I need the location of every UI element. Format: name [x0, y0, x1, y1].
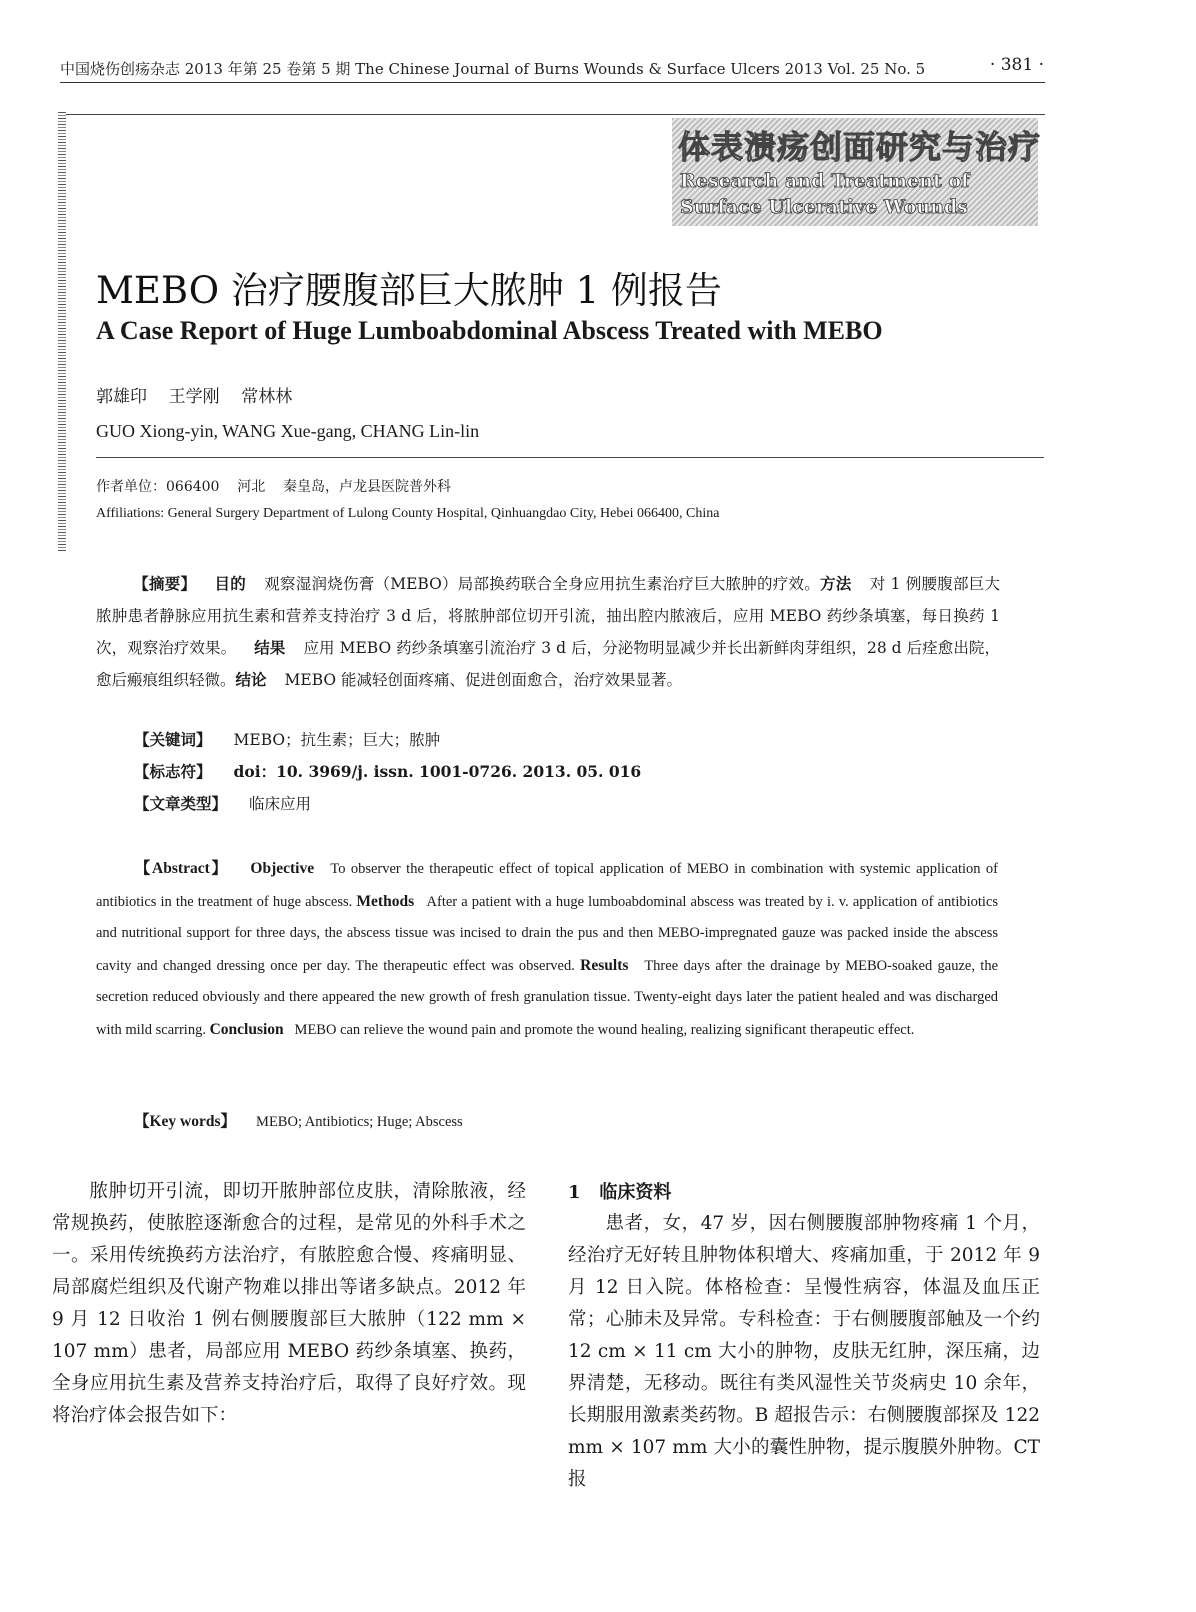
results-label-en: Results — [580, 956, 629, 974]
header-rule — [60, 82, 1045, 83]
results-text-en: Three days after the drainage by MEBO-soaked gauze, the secretion reduced obviously and there appeared the new growth of fresh granulation tissue. Twenty-eight days later the patient healed and was discharged with mild scarring. — [96, 957, 999, 1038]
results-text-cn: 应用 MEBO 药纱条填塞引流治疗 3 d 后，分泌物明显减少并长出新鲜肉芽组织，28 d 后痊愈出院，愈后瘢痕组织轻微。 — [96, 639, 1000, 689]
affiliation-cn: 作者单位：066400 河北 秦皇岛，卢龙县医院普外科 — [96, 479, 452, 495]
article-type-value: 临床应用 — [249, 795, 312, 813]
abstract-en — [96, 853, 998, 1046]
conclusion-label-cn: 结论 — [235, 670, 267, 689]
keywords-cn-label: 【关键词】 — [134, 730, 212, 749]
keywords-en-label: 【Key words】 — [134, 1113, 237, 1130]
results-label-cn: 结果 — [254, 638, 286, 657]
objective-label-cn: 目的 — [214, 574, 246, 593]
running-header: 中国烧伤创疡杂志 2013 年第 25 卷第 5 期 The Chinese Journal of Burns Wounds & Surface Ulcers 2013 Vol. 25 No. 5 — [60, 60, 926, 78]
abstract-en-label: 【Abstract】 — [133, 860, 229, 877]
page-number: · 381 · — [989, 55, 1044, 75]
intro-text: 脓肿切开引流，即切开脓肿部位皮肤，清除脓液，经常规换药，使脓腔逐渐愈合的过程，是常见的外科手术之一。采用传统换药方法治疗，有脓腔愈合慢、疼痛明显、局部腐烂组织及代谢产物难以排出等诸多缺点。2012 年 9 月 12 日收治 1 例右侧腰腹部巨大脓肿（122 mm × 107 mm）患者，局部应用 MEBO 药纱条填塞、换药，全身应用抗生素及营养支持治疗后，取得了良好疗效。现将治疗体会报告如下： — [52, 1181, 526, 1426]
conclusion-text-en: MEBO can relieve the wound pain and promote the wound healing, realizing significant therapeutic effect. — [294, 1021, 915, 1038]
conclusion-label-en: Conclusion — [209, 1020, 284, 1038]
keywords-cn-row — [134, 728, 440, 750]
identifier-label: 【标志符】 — [134, 762, 212, 781]
abstract-cn-label: 【摘要】 — [133, 574, 197, 593]
methods-text-cn: 对 1 例腰腹部巨大脓肿患者静脉应用抗生素和营养支持治疗 3 d 后，将脓肿部位切开引流，抽出腔内脓液后，应用 MEBO 药纱条填塞，每日换药 1 次，观察治疗效果。 — [96, 575, 1000, 657]
title-area-rule — [60, 114, 1045, 115]
abstract-cn — [96, 568, 1000, 696]
doi-value: doi：10. 3969/j. issn. 1001-0726. 2013. 05. 016 — [233, 762, 642, 781]
identifier-row — [134, 760, 641, 782]
authors-en: GUO Xiong-yin, WANG Xue-gang, CHANG Lin-lin — [96, 421, 480, 441]
authors-cn: 郭雄印 王学刚 常林林 — [96, 387, 293, 407]
article-title-cn: MEBO 治疗腰腹部巨大脓肿 1 例报告 — [96, 269, 722, 312]
keywords-en-value: MEBO; Antibiotics; Huge; Abscess — [256, 1114, 463, 1130]
column-title-cn: 体表溃疡创面研究与治疗 — [678, 128, 1042, 166]
article-type-row — [134, 792, 311, 814]
methods-label-en: Methods — [356, 892, 415, 910]
section-1-body — [568, 1208, 1040, 1496]
article-title-en: A Case Report of Huge Lumboabdominal Abscess Treated with MEBO — [96, 316, 883, 345]
section-1-text: 患者，女，47 岁，因右侧腰腹部肿物疼痛 1 个月，经治疗无好转且肿物体积增大、疼痛加重，于 2012 年 9 月 12 日入院。体格检查：呈慢性病容，体温及血压正常；心肺未及异常。专科检查：于右侧腰腹部触及一个约 12 cm × 11 cm 大小的肿物，皮肤无红肿，深压痛，边界清楚，无移动。既往有类风湿性关节炎病史 10 余年，长期服用激素类药物。B 超报告示：右侧腰腹部探及 122 mm × 107 mm 大小的囊性肿物，提示腹膜外肿物。CT 报 — [568, 1213, 1040, 1490]
affiliation-en: Affiliations: General Surgery Department of Lulong County Hospital, Qinhuangdao City, Hebei 066400, China — [96, 506, 720, 521]
objective-text-cn: 观察湿润烧伤膏（MEBO）局部换药联合全身应用抗生素治疗巨大脓肿的疗效。 — [264, 575, 821, 593]
article-type-label: 【文章类型】 — [134, 794, 228, 813]
scan-margin-strip — [58, 112, 66, 552]
objective-text-en: To observer the therapeutic effect of topical application of MEBO in combination with systemic application of antibiotics in the treatment of huge abscess. — [96, 861, 998, 910]
methods-label-cn: 方法 — [820, 574, 852, 593]
objective-label-en: Objective — [250, 860, 315, 877]
keywords-cn-value: MEBO；抗生素；巨大；脓肿 — [233, 731, 441, 749]
conclusion-text-cn: MEBO 能减轻创面疼痛、促进创面愈合，治疗效果显著。 — [284, 671, 683, 689]
keywords-en-row — [134, 1109, 463, 1131]
column-banner — [672, 118, 1042, 226]
column-title-en: Research and Treatment of Surface Ulcerative Wounds — [680, 170, 970, 218]
authors-rule — [96, 457, 1044, 458]
methods-text-en: After a patient with a huge lumboabdominal abscess was treated by i. v. application of antibiotics and nutritional support for three days, the abscess tissue was incised to drain the pus and then MEBO-impregnated gauze was packed inside the abscess cavity and changed dressing once per day. The therapeutic effect was observed. — [96, 893, 999, 974]
section-1-heading: 1 临床资料 — [568, 1182, 672, 1203]
body-intro — [52, 1176, 526, 1432]
